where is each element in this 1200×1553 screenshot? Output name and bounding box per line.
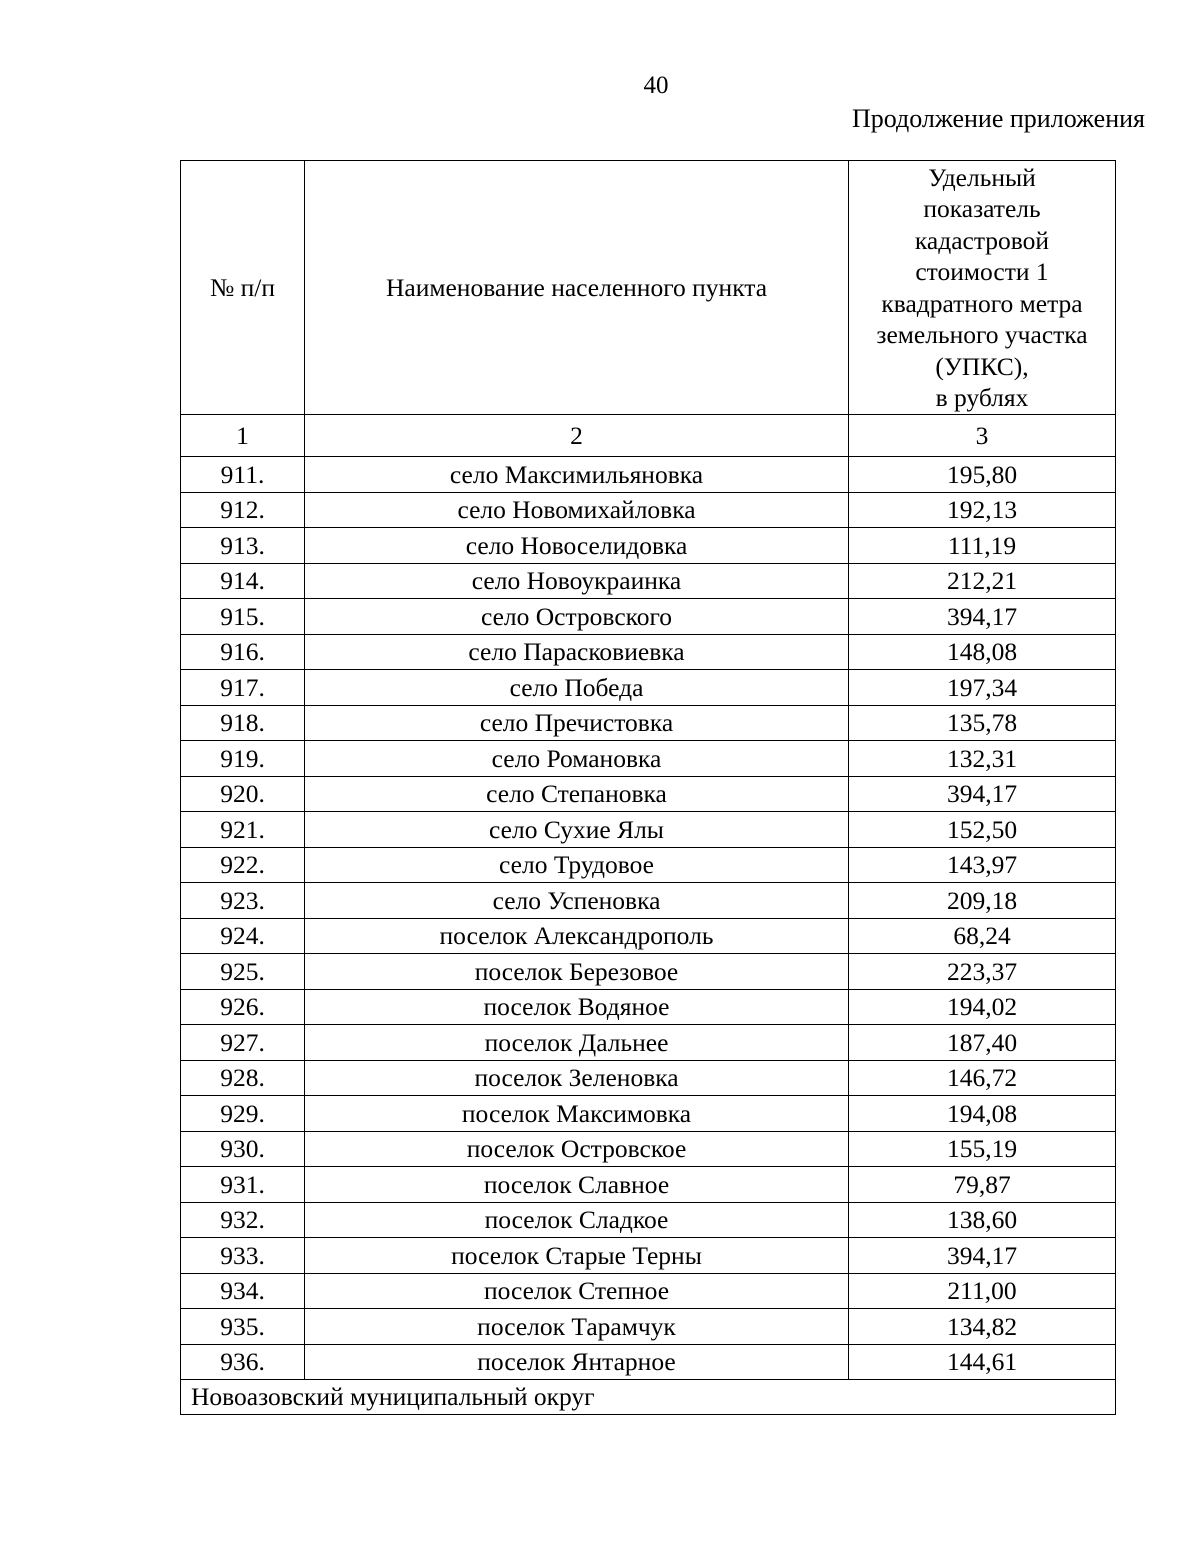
header-settlement-name: Наименование населенного пункта bbox=[305, 161, 849, 415]
settlement-name: поселок Старые Терны bbox=[305, 1238, 849, 1274]
table-row bbox=[181, 741, 1116, 777]
settlement-name: поселок Березовое bbox=[305, 954, 849, 990]
upks-value: 194,02 bbox=[849, 989, 1116, 1025]
settlement-name: поселок Степное bbox=[305, 1273, 849, 1309]
upks-value: 211,00 bbox=[849, 1273, 1116, 1309]
settlement-name: село Новомихайловка bbox=[305, 492, 849, 528]
column-numbering-row bbox=[181, 415, 1116, 457]
settlement-name: село Парасковиевка bbox=[305, 634, 849, 670]
row-number: 934. bbox=[181, 1273, 305, 1309]
upks-value: 144,61 bbox=[849, 1344, 1116, 1380]
upks-value: 155,19 bbox=[849, 1131, 1116, 1167]
table-row bbox=[181, 1344, 1116, 1380]
settlement-name: поселок Славное bbox=[305, 1167, 849, 1203]
header-upks-line: квадратного метра bbox=[881, 288, 1083, 318]
settlement-name: поселок Александрополь bbox=[305, 918, 849, 954]
table-row bbox=[181, 1309, 1116, 1345]
settlement-name: поселок Тарамчук bbox=[305, 1309, 849, 1345]
upks-value: 132,31 bbox=[849, 741, 1116, 777]
table-row bbox=[181, 812, 1116, 848]
upks-value: 148,08 bbox=[849, 634, 1116, 670]
row-number: 913. bbox=[181, 528, 305, 564]
header-upks-line: земельного участка bbox=[876, 320, 1088, 349]
header-upks-line: стоимости 1 bbox=[915, 257, 1049, 286]
column-number: 3 bbox=[849, 415, 1116, 457]
table-row bbox=[181, 989, 1116, 1025]
row-number: 916. bbox=[181, 634, 305, 670]
upks-value: 79,87 bbox=[849, 1167, 1116, 1203]
header-upks-line: показатель bbox=[923, 194, 1041, 223]
settlement-name: село Новоселидовка bbox=[305, 528, 849, 564]
section-title: Новоазовский муниципальный округ bbox=[181, 1380, 1116, 1415]
upks-value: 187,40 bbox=[849, 1025, 1116, 1061]
settlement-name: село Трудовое bbox=[305, 847, 849, 883]
row-number: 927. bbox=[181, 1025, 305, 1061]
table-row bbox=[181, 954, 1116, 990]
row-number: 923. bbox=[181, 883, 305, 919]
row-number: 920. bbox=[181, 776, 305, 812]
table-row bbox=[181, 1096, 1116, 1132]
row-number: 928. bbox=[181, 1060, 305, 1096]
column-number: 2 bbox=[305, 415, 849, 457]
table-row bbox=[181, 563, 1116, 599]
settlement-name: поселок Максимовка bbox=[305, 1096, 849, 1132]
settlement-name: поселок Водяное bbox=[305, 989, 849, 1025]
upks-value: 192,13 bbox=[849, 492, 1116, 528]
upks-value: 223,37 bbox=[849, 954, 1116, 990]
settlement-name: село Успеновка bbox=[305, 883, 849, 919]
upks-value: 68,24 bbox=[849, 918, 1116, 954]
row-number: 918. bbox=[181, 705, 305, 741]
row-number: 932. bbox=[181, 1202, 305, 1238]
table-row bbox=[181, 883, 1116, 919]
row-number: 926. bbox=[181, 989, 305, 1025]
row-number: 936. bbox=[181, 1344, 305, 1380]
upks-value: 394,17 bbox=[849, 599, 1116, 635]
table-row bbox=[181, 528, 1116, 564]
row-number: 919. bbox=[181, 741, 305, 777]
header-upks-value bbox=[849, 161, 1116, 415]
upks-value: 152,50 bbox=[849, 812, 1116, 848]
row-number: 929. bbox=[181, 1096, 305, 1132]
row-number: 915. bbox=[181, 599, 305, 635]
upks-value: 134,82 bbox=[849, 1309, 1116, 1345]
settlement-name: поселок Сладкое bbox=[305, 1202, 849, 1238]
upks-value: 135,78 bbox=[849, 705, 1116, 741]
row-number: 914. bbox=[181, 563, 305, 599]
header-upks-line: Удельный bbox=[928, 162, 1036, 192]
table-row bbox=[181, 1273, 1116, 1309]
table-row bbox=[181, 776, 1116, 812]
row-number: 925. bbox=[181, 954, 305, 990]
settlement-name: село Пречистовка bbox=[305, 705, 849, 741]
table-row bbox=[181, 599, 1116, 635]
row-number: 924. bbox=[181, 918, 305, 954]
continuation-note: Продолжение приложения bbox=[851, 104, 1145, 133]
table-row bbox=[181, 670, 1116, 706]
table-row bbox=[181, 457, 1116, 493]
header-number: № п/п bbox=[181, 161, 305, 415]
row-number: 912. bbox=[181, 492, 305, 528]
settlement-name: село Новоукраинка bbox=[305, 563, 849, 599]
upks-value: 194,08 bbox=[849, 1096, 1116, 1132]
column-number: 1 bbox=[181, 415, 305, 457]
upks-value: 138,60 bbox=[849, 1202, 1116, 1238]
header-upks-line: в рублях bbox=[935, 383, 1029, 412]
row-number: 933. bbox=[181, 1238, 305, 1274]
settlement-name: село Победа bbox=[305, 670, 849, 706]
table-header-row bbox=[181, 161, 1116, 415]
upks-value: 212,21 bbox=[849, 563, 1116, 599]
settlement-name: поселок Зеленовка bbox=[305, 1060, 849, 1096]
upks-value: 394,17 bbox=[849, 776, 1116, 812]
table-row bbox=[181, 1025, 1116, 1061]
row-number: 917. bbox=[181, 670, 305, 706]
row-number: 935. bbox=[181, 1309, 305, 1345]
table-row bbox=[181, 705, 1116, 741]
table-row bbox=[181, 634, 1116, 670]
row-number: 921. bbox=[181, 812, 305, 848]
settlement-name: село Максимильяновка bbox=[305, 457, 849, 493]
upks-value: 209,18 bbox=[849, 883, 1116, 919]
upks-value: 197,34 bbox=[849, 670, 1116, 706]
settlement-name: село Сухие Ялы bbox=[305, 812, 849, 848]
settlement-name: село Островского bbox=[305, 599, 849, 635]
row-number: 911. bbox=[181, 457, 305, 493]
table-row bbox=[181, 1238, 1116, 1274]
header-upks-line: кадастровой bbox=[914, 225, 1050, 255]
settlement-name: село Романовка bbox=[305, 741, 849, 777]
settlement-name: поселок Островское bbox=[305, 1131, 849, 1167]
table-row bbox=[181, 847, 1116, 883]
row-number: 930. bbox=[181, 1131, 305, 1167]
table-row bbox=[181, 492, 1116, 528]
row-number: 931. bbox=[181, 1167, 305, 1203]
settlement-name: поселок Янтарное bbox=[305, 1344, 849, 1380]
table-row bbox=[181, 1202, 1116, 1238]
settlement-name: село Степановка bbox=[305, 776, 849, 812]
table-row bbox=[181, 918, 1116, 954]
upks-value: 143,97 bbox=[849, 847, 1116, 883]
header-upks-line: (УПКС), bbox=[935, 351, 1029, 381]
upks-value: 195,80 bbox=[849, 457, 1116, 493]
section-header-row bbox=[181, 1380, 1116, 1415]
row-number: 922. bbox=[181, 847, 305, 883]
settlement-name: поселок Дальнее bbox=[305, 1025, 849, 1061]
table-row bbox=[181, 1131, 1116, 1167]
table-row bbox=[181, 1060, 1116, 1096]
upks-value: 111,19 bbox=[849, 528, 1116, 564]
cadastral-value-table bbox=[180, 160, 1116, 1415]
table-row bbox=[181, 1167, 1116, 1203]
page-number: 40 bbox=[643, 72, 669, 99]
upks-value: 146,72 bbox=[849, 1060, 1116, 1096]
upks-value: 394,17 bbox=[849, 1238, 1116, 1274]
